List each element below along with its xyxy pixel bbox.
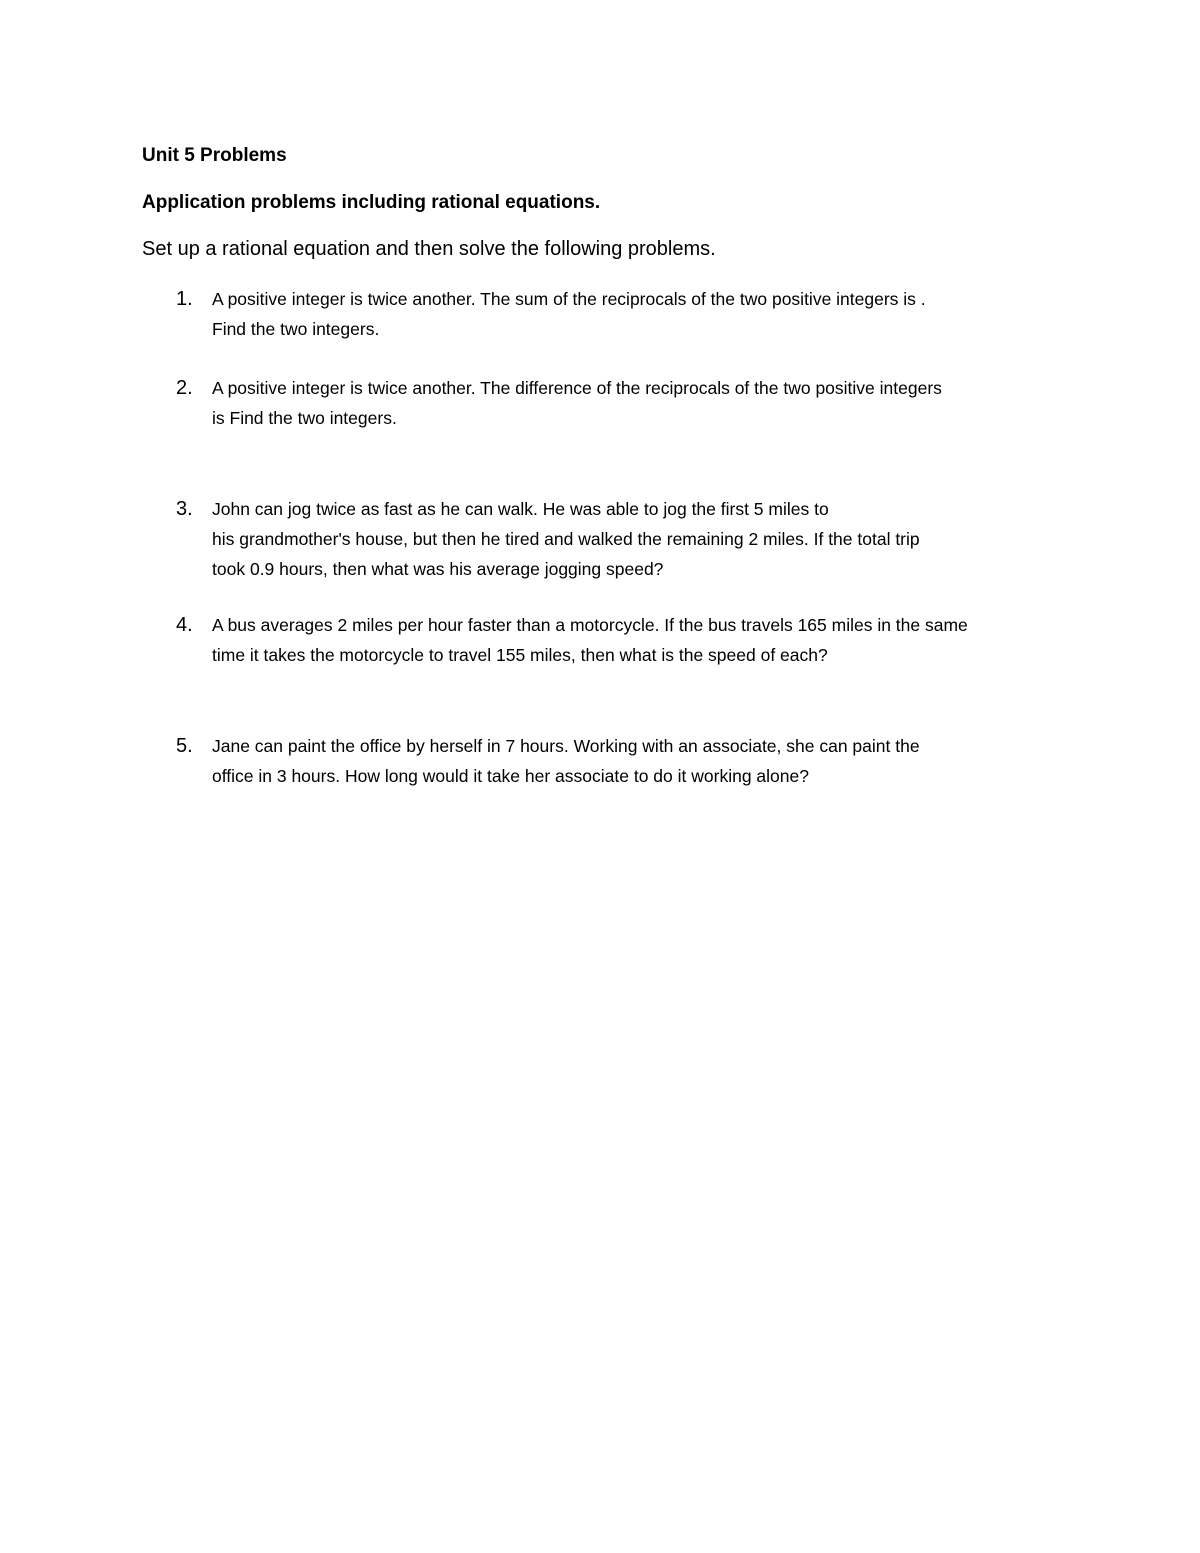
problem-line: time it takes the motorcycle to travel 155 miles, then what is the speed of each? <box>212 645 828 665</box>
problem-text <box>212 373 1072 433</box>
problem-line: is Find the two integers. <box>212 408 397 428</box>
problem-line: A positive integer is twice another. The difference of the reciprocals of the two positive integers <box>212 378 942 398</box>
problem-line: A bus averages 2 miles per hour faster than a motorcycle. If the bus travels 165 miles in the same <box>212 615 968 635</box>
document-subtitle: Application problems including rational equations. <box>142 192 601 213</box>
document-title: Unit 5 Problems <box>142 145 287 166</box>
problem-text <box>212 731 1072 791</box>
problem-text <box>212 610 1072 670</box>
problem-line: his grandmother's house, but then he tired and walked the remaining 2 miles. If the total trip <box>212 529 920 549</box>
problem-number: 2. <box>176 377 193 399</box>
problem-number: 4. <box>176 614 193 636</box>
problem-text <box>212 494 1072 584</box>
problem-line: John can jog twice as fast as he can walk. He was able to jog the first 5 miles to <box>212 499 829 519</box>
problem-line: Find the two integers. <box>212 319 380 339</box>
problem-number: 5. <box>176 735 193 757</box>
problem-text <box>212 284 1072 344</box>
instructions: Set up a rational equation and then solve the following problems. <box>142 238 716 260</box>
problem-line: took 0.9 hours, then what was his average jogging speed? <box>212 559 664 579</box>
problem-number: 1. <box>176 288 193 310</box>
problem-line: Jane can paint the office by herself in 7 hours. Working with an associate, she can paint the <box>212 736 920 756</box>
problem-number: 3. <box>176 498 193 520</box>
problem-line: A positive integer is twice another. The sum of the reciprocals of the two positive integers is . <box>212 289 926 309</box>
problem-line: office in 3 hours. How long would it take her associate to do it working alone? <box>212 766 809 786</box>
